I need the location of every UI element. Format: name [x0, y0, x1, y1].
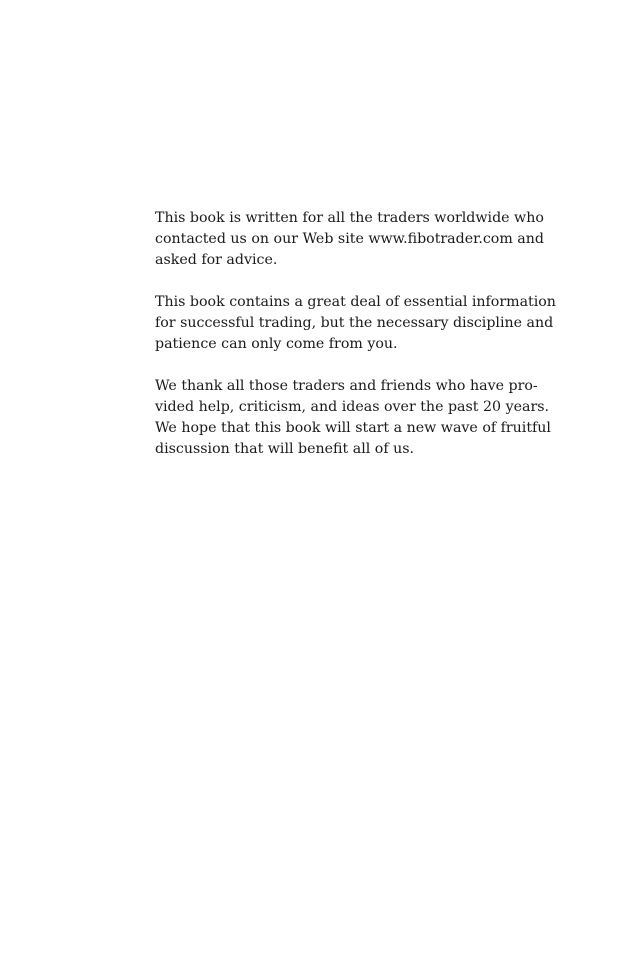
dedication-text	[155, 208, 556, 481]
text-line: discussion that will benefit all of us.	[155, 441, 415, 457]
text-line: contacted us on our Web site www.fibotrader.com and	[155, 231, 544, 247]
text-line: for successful trading, but the necessary discipline and	[155, 315, 554, 331]
text-line: vided help, criticism, and ideas over the past 20 years.	[155, 399, 550, 415]
text-line: We hope that this book will start a new wave of fruitful	[155, 420, 551, 436]
dedication-paragraph-2	[155, 292, 556, 355]
text-line: asked for advice.	[155, 252, 278, 268]
text-line: This book is written for all the traders worldwide who	[155, 210, 544, 226]
text-line: patience can only come from you.	[155, 336, 398, 352]
text-line: We thank all those traders and friends who have pro-	[155, 378, 538, 394]
text-line: This book contains a great deal of essential information	[155, 294, 556, 310]
dedication-paragraph-3	[155, 376, 551, 460]
dedication-paragraph-1	[155, 208, 544, 271]
